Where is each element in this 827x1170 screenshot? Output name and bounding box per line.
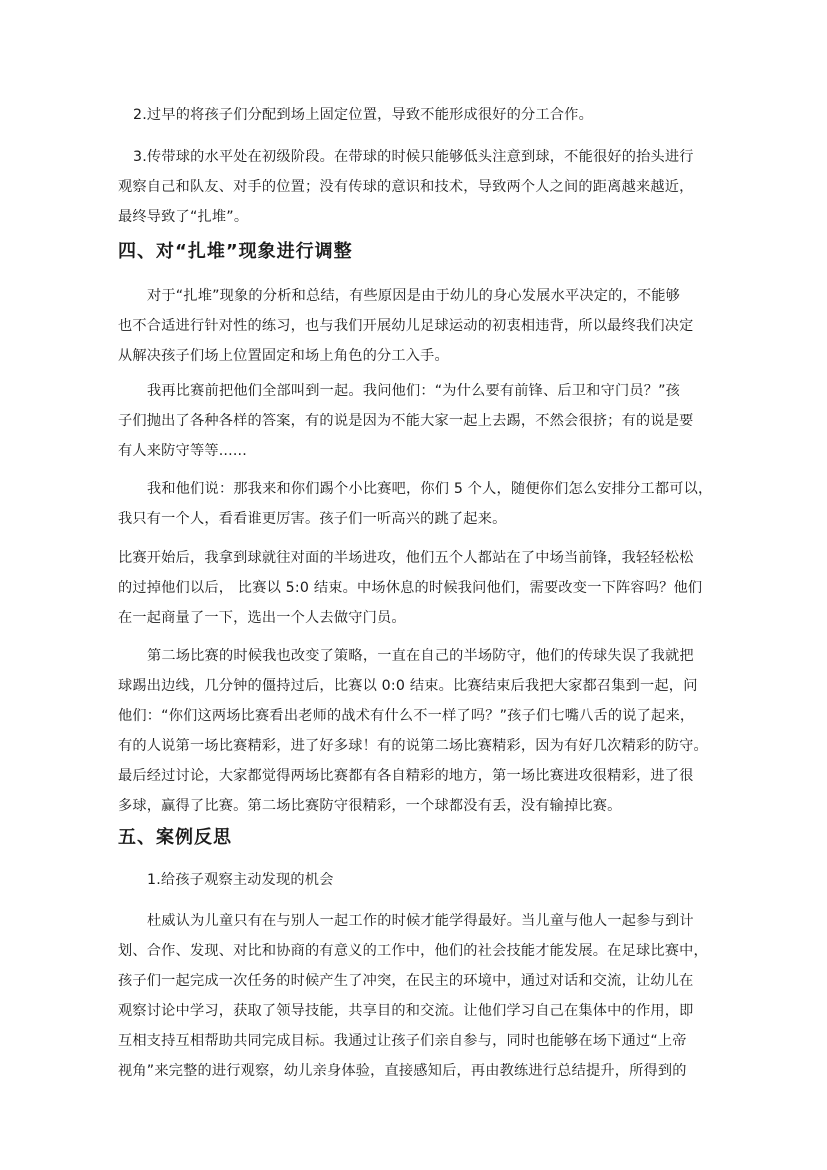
text-line: 观察讨论中学习，获取了领导技能，共享目的和交流。让他们学习自己在集体中的作用，即 [118,1003,694,1019]
paragraph-cont [118,406,714,466]
text-line: 观察自己和队友、对手的位置；没有传球的意识和技术，导致两个人之间的距离越来越近， [118,179,694,195]
paragraph [147,376,743,406]
text-line: 第二场比赛的时候我也改变了策略，一直在自己的半场防守，他们的传球失误了我就把 [147,648,694,664]
text-line: 1.给孩子观察主动发现的机会 [147,872,334,888]
paragraph [118,543,714,633]
paragraph [147,281,743,311]
text-line: 我再比赛前把他们全部叫到一起。我问他们：“为什么要有前锋、后卫和守门员？”孩 [147,383,681,399]
text-line: 子们抛出了各种各样的答案，有的说是因为不能大家一起上去踢，不然会很挤；有的说是要 [118,413,694,429]
list-item-3 [133,142,729,172]
text-line: 在一起商量了一下，选出一个人去做守门员。 [118,610,406,626]
text-line: 孩子们一起完成一次任务的时候产生了冲突，在民主的环境中，通过对话和交流，让幼儿在 [118,973,694,989]
text-line: 对于“扎堆”现象的分析和总结，有些原因是由于幼儿的身心发展水平决定的，不能够 [147,288,681,304]
paragraph [147,906,743,936]
subheading [147,865,743,895]
text-line: 杜威认为儿童只有在与别人一起工作的时候才能学得最好。当儿童与他人一起参与到计 [147,913,694,929]
text-line: 3.传带球的水平处在初级阶段。在带球的时候只能够低头注意到球，不能很好的抬头进行 [133,149,694,165]
text-line: 我只有一个人，看看谁更厉害。孩子们一听高兴的跳了起来。 [118,511,507,527]
text-line: 视角”来完整的进行观察，幼儿亲身体验，直接感知后，再由教练进行总结提升，所得到的 [118,1063,687,1079]
paragraph-cont [118,504,714,534]
text-line: 2.过早的将孩子们分配到场上固定位置，导致不能形成很好的分工合作。 [133,107,593,123]
text-line: 互相支持互相帮助共同完成目标。我通过让孩子们亲自参与，同时也能够在场下通过“上帝 [118,1033,687,1049]
paragraph-cont [118,936,714,1086]
text-line: 球踢出边线，几分钟的僵持过后，比赛以 0:0 结束。比赛结束后我把大家都召集到一起，问 [118,678,698,694]
text-line: 比赛开始后，我拿到球就往对面的半场进攻，他们五个人都站在了中场当前锋，我轻轻松松 [118,550,694,566]
list-item-3-cont [118,172,714,232]
text-line: 最后经过讨论，大家都觉得两场比赛都有各自精彩的地方，第一场比赛进攻很精彩，进了很 [118,768,694,784]
text-line: 的过掉他们以后， 比赛以 5:0 结束。中场休息的时候我问他们，需要改变一下阵容吗？他们 [118,580,703,596]
text-line: 他们：“你们这两场比赛看出老师的战术有什么不一样了吗？”孩子们七嘴八舌的说了起来， [118,708,695,724]
section-heading-5: 五、案例反思 [118,827,232,848]
text-line: 最终导致了“扎堆”。 [118,209,249,225]
text-line: 有人来防守等等...... [118,443,247,459]
paragraph-cont [118,671,714,821]
text-line: 我和他们说：那我来和你们踢个小比赛吧，你们 5 个人，随便你们怎么安排分工都可以， [147,481,713,497]
paragraph-cont [118,311,714,371]
list-item-2 [133,100,729,130]
text-line: 划、合作、发现、对比和协商的有意义的工作中，他们的社会技能才能发展。在足球比赛中， [118,943,708,959]
paragraph [147,641,743,671]
text-line: 有的人说第一场比赛精彩，进了好多球！有的说第二场比赛精彩，因为有好几次精彩的防守。 [118,738,708,754]
text-line: 多球，赢得了比赛。第二场比赛防守很精彩，一个球都没有丢，没有输掉比赛。 [118,798,622,814]
text-line: 也不合适进行针对性的练习，也与我们开展幼儿足球运动的初衷相违背，所以最终我们决定 [118,318,694,334]
section-heading-4: 四、对“扎堆”现象进行调整 [118,241,353,262]
text-line: 从解决孩子们场上位置固定和场上角色的分工入手。 [118,348,449,364]
paragraph [147,474,743,504]
